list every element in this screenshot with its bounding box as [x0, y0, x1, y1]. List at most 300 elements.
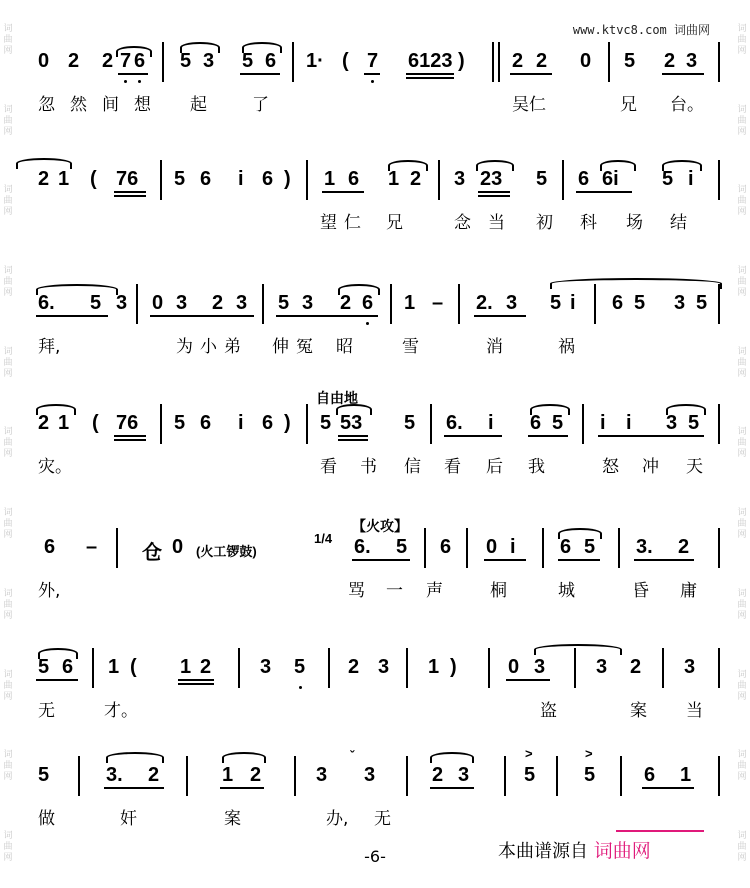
lyric: 兄 — [386, 213, 403, 233]
barline — [78, 756, 80, 796]
barline — [186, 756, 188, 796]
lyric-line — [30, 450, 720, 480]
note: 3 — [316, 764, 328, 786]
slur — [338, 284, 380, 295]
time-signature: 1/4 — [314, 531, 333, 546]
underline — [114, 435, 146, 437]
barline — [294, 756, 296, 796]
notation-line — [30, 526, 720, 574]
lyric: 书 — [360, 457, 377, 477]
barline — [718, 756, 720, 796]
note: 2 — [536, 50, 548, 72]
slur — [666, 404, 706, 415]
lyric: 伸 — [272, 337, 289, 357]
barline — [620, 756, 622, 796]
barline — [488, 648, 490, 688]
note: 5 — [90, 292, 102, 314]
page-number: -6- — [364, 847, 386, 866]
barline — [306, 404, 308, 444]
lyric-line — [30, 206, 720, 236]
paren: ) — [458, 50, 465, 72]
watermark-text: 词 曲 网 — [3, 427, 13, 460]
lyric: 念 — [454, 213, 471, 233]
underline — [634, 559, 694, 561]
underline — [240, 73, 280, 75]
underline — [478, 191, 510, 193]
note: 1 — [58, 412, 70, 434]
watermark-text: 词 曲 网 — [3, 23, 13, 56]
underline — [114, 191, 146, 193]
underline — [338, 435, 368, 437]
note: 6. — [38, 292, 55, 314]
barline — [542, 528, 544, 568]
note: 2 — [200, 656, 212, 678]
slur — [534, 644, 622, 655]
barline — [306, 160, 308, 200]
note: 2. — [476, 292, 493, 314]
note: 2 — [148, 764, 160, 786]
note: 2 — [212, 292, 224, 314]
note: 5 — [584, 764, 596, 786]
lyric: 声 — [426, 581, 443, 601]
underline — [474, 315, 526, 317]
note: 6 — [612, 292, 624, 314]
lyric: 一 — [386, 581, 403, 601]
underline — [528, 435, 568, 437]
barline — [328, 648, 330, 688]
octave-dot — [124, 80, 127, 83]
watermark-text: 词 曲 网 — [3, 669, 13, 702]
note: 5 — [320, 412, 332, 434]
barline — [390, 284, 392, 324]
note: 2 — [38, 168, 50, 190]
percussion: 仓 — [142, 542, 162, 564]
note: 3 — [666, 412, 678, 434]
note: 6 — [200, 412, 212, 434]
note: 6 — [262, 168, 274, 190]
underline — [430, 787, 474, 789]
underline — [338, 439, 368, 441]
lyric: 办, — [326, 809, 349, 829]
lyric: 望 — [320, 213, 337, 233]
note: 6i — [602, 168, 619, 190]
barline — [162, 42, 164, 82]
watermark-text: 词 曲 网 — [737, 104, 747, 137]
note: 6 — [578, 168, 590, 190]
note: 3. — [106, 764, 123, 786]
barline — [718, 648, 720, 688]
barline — [424, 528, 426, 568]
octave-dot — [366, 322, 369, 325]
lyric: 案 — [630, 701, 647, 721]
slur — [388, 160, 428, 171]
barline — [718, 284, 720, 324]
source-url: www.ktvc8.com 词曲网 — [572, 23, 710, 37]
lyric: 想 — [134, 95, 151, 115]
underline — [558, 559, 600, 561]
note: 3 — [203, 50, 215, 72]
octave-dot — [138, 80, 141, 83]
note: 5 — [38, 656, 50, 678]
note: 1 — [680, 764, 692, 786]
watermark-text: 词 曲 网 — [737, 185, 747, 218]
watermark-text: 词 曲 网 — [737, 508, 747, 541]
note: 3 — [302, 292, 314, 314]
lyric: 奸 — [120, 809, 137, 829]
note: 3 — [686, 50, 698, 72]
notation-line — [30, 746, 720, 802]
note: 6 — [530, 412, 542, 434]
note: 2 — [512, 50, 524, 72]
note: 1 — [58, 168, 70, 190]
barline — [608, 42, 610, 82]
barline — [504, 756, 506, 796]
note: 1 — [404, 292, 416, 314]
lyric: 场 — [626, 213, 643, 233]
barline — [406, 756, 408, 796]
slur — [106, 752, 164, 763]
lyric: 当 — [488, 213, 505, 233]
barline — [136, 284, 138, 324]
accent-mark: > — [585, 746, 593, 761]
lyric: 做 — [38, 809, 55, 829]
slur — [38, 648, 78, 659]
slur — [430, 752, 474, 763]
lyric: 吴仁 — [512, 95, 546, 115]
notation-line — [30, 646, 720, 694]
note: 6123 — [408, 50, 453, 72]
underline — [36, 679, 78, 681]
watermark-text: 词 曲 网 — [737, 669, 747, 702]
score-system — [30, 282, 720, 360]
note: 1 — [324, 168, 336, 190]
note: 5 — [174, 412, 186, 434]
note: i — [600, 412, 606, 434]
watermark-text: 词 曲 网 — [737, 427, 747, 460]
underline — [150, 315, 254, 317]
lyric: 起 — [190, 95, 207, 115]
barline — [116, 528, 118, 568]
note: 5 — [688, 412, 700, 434]
lyric-line — [30, 330, 720, 360]
watermark-text: 词 曲 网 — [3, 346, 13, 379]
underline — [478, 195, 510, 197]
paren: ) — [450, 656, 457, 678]
slur — [558, 528, 602, 539]
lyric: 台。 — [670, 95, 704, 115]
note: 5 — [294, 656, 306, 678]
lyric: 灾。 — [38, 457, 72, 477]
watermark-text: 词 曲 网 — [737, 588, 747, 621]
paren: ) — [284, 168, 291, 190]
underline — [352, 559, 410, 561]
slur — [530, 404, 570, 415]
note: 3 — [454, 168, 466, 190]
dash: – — [86, 536, 98, 558]
note: i — [238, 412, 244, 434]
lyric: 冤 — [296, 337, 313, 357]
barline — [556, 756, 558, 796]
note: 5 — [552, 412, 564, 434]
note: 5 — [662, 168, 674, 190]
note: i — [626, 412, 632, 434]
lyric: 天 — [686, 457, 703, 477]
note: i — [238, 168, 244, 190]
note: 2 — [38, 412, 50, 434]
note: 6. — [354, 536, 371, 558]
lyric: 科 — [580, 213, 597, 233]
underline — [114, 195, 146, 197]
score-system — [30, 646, 720, 724]
watermark-text: 词 曲 网 — [3, 104, 13, 137]
underline — [104, 787, 164, 789]
tempo-marking: 自由地 — [316, 391, 358, 407]
note: i — [488, 412, 494, 434]
notation-line — [30, 158, 720, 206]
note: 2 — [340, 292, 352, 314]
score-system — [30, 746, 720, 832]
dash: – — [432, 292, 444, 314]
lyric: 怒 — [602, 457, 619, 477]
section-marking: 【火攻】 — [352, 519, 408, 535]
note: 3 — [506, 292, 518, 314]
watermark-text: 词 曲 网 — [737, 831, 747, 864]
note: 5 — [524, 764, 536, 786]
underline — [406, 73, 454, 75]
underline — [598, 435, 704, 437]
barline — [718, 160, 720, 200]
lyric: 拜, — [38, 337, 61, 357]
lyric: 初 — [536, 213, 553, 233]
underline — [406, 77, 454, 79]
barline — [562, 160, 564, 200]
note: 1· — [306, 50, 324, 72]
lyric: 盗 — [540, 701, 557, 721]
lyric: 我 — [528, 457, 545, 477]
underline — [36, 315, 108, 317]
watermark-text: 词 曲 网 — [3, 508, 13, 541]
lyric: 小 — [200, 337, 217, 357]
lyric: 昭 — [336, 337, 353, 357]
note: 3 — [176, 292, 188, 314]
note: 5 — [278, 292, 290, 314]
lyric: 信 — [404, 457, 421, 477]
note: i — [510, 536, 516, 558]
lyric: 才。 — [104, 701, 138, 721]
lyric: 外, — [38, 581, 61, 601]
lyric: 结 — [670, 213, 687, 233]
credit-brand: 词曲网 — [593, 840, 651, 862]
slur — [600, 160, 636, 171]
barline — [406, 648, 408, 688]
note: 0 — [508, 656, 520, 678]
lyric: 城 — [558, 581, 575, 601]
barline — [458, 284, 460, 324]
note: 6 — [644, 764, 656, 786]
note: 6 — [44, 536, 56, 558]
underline — [178, 679, 214, 681]
lyric: 案 — [224, 809, 241, 829]
watermark-text: 词 曲 网 — [737, 266, 747, 299]
note: 3 — [364, 764, 376, 786]
barline — [292, 42, 294, 82]
note: 0 — [486, 536, 498, 558]
note: 3 — [260, 656, 272, 678]
lyric: 间 — [102, 95, 119, 115]
note: 6 — [262, 412, 274, 434]
note: 5 — [404, 412, 416, 434]
lyric: 忽 — [38, 95, 55, 115]
underline — [364, 73, 380, 75]
watermark-text: 词 曲 网 — [3, 588, 13, 621]
note: 3 — [596, 656, 608, 678]
barline — [662, 648, 664, 688]
barline — [574, 648, 576, 688]
note: 5 — [396, 536, 408, 558]
slur — [36, 404, 76, 415]
lyric: 桐 — [490, 581, 507, 601]
barline — [160, 160, 162, 200]
underline — [576, 191, 632, 193]
lyric: 冲 — [642, 457, 659, 477]
note: 76 — [116, 168, 139, 190]
note: 5 — [242, 50, 254, 72]
notation-line — [30, 40, 720, 88]
note: 0 — [38, 50, 50, 72]
watermark-text: 词 曲 网 — [3, 831, 13, 864]
octave-dot — [371, 80, 374, 83]
lyric: 了 — [252, 95, 269, 115]
lyric: 无 — [38, 701, 55, 721]
note: 5 — [38, 764, 50, 786]
lyric: 兄 — [620, 95, 637, 115]
note: 5 — [624, 50, 636, 72]
note: 23 — [480, 168, 503, 190]
lyric: 祸 — [558, 337, 575, 357]
note: 53 — [340, 412, 363, 434]
note: 0 — [152, 292, 164, 314]
note: 6 — [200, 168, 212, 190]
note: 2 — [102, 50, 114, 72]
paren: ( — [92, 412, 99, 434]
lyric: 弟 — [224, 337, 241, 357]
underline — [114, 439, 146, 441]
underline — [510, 73, 552, 75]
note: 5 — [536, 168, 548, 190]
percussion-text: (火工锣鼓) — [196, 544, 257, 559]
lyric: 后 — [486, 457, 503, 477]
underline — [484, 559, 526, 561]
slur — [476, 160, 514, 171]
note: 5 — [584, 536, 596, 558]
note: 3 — [116, 292, 128, 314]
note: 2 — [664, 50, 676, 72]
score-system — [30, 519, 720, 604]
barline — [582, 404, 584, 444]
note: 6 — [62, 656, 74, 678]
barline — [92, 648, 94, 688]
score-system — [30, 391, 720, 480]
note: 6 — [134, 50, 146, 72]
note: 2 — [68, 50, 80, 72]
note: 6 — [362, 292, 374, 314]
note: 5 — [180, 50, 192, 72]
breath-mark: ˇ — [350, 748, 355, 763]
barline — [718, 528, 720, 568]
note: 76 — [116, 412, 139, 434]
slur — [222, 752, 266, 763]
lyric: 然 — [70, 95, 87, 115]
paren: ( — [130, 656, 137, 678]
lyric: 雪 — [402, 337, 419, 357]
note: 1 — [180, 656, 192, 678]
note: 0 — [172, 536, 184, 558]
barline — [618, 528, 620, 568]
slur — [550, 278, 722, 289]
lyric-line — [30, 694, 720, 724]
red-underline — [616, 830, 704, 832]
note: 5 — [550, 292, 562, 314]
watermark-right — [735, 0, 749, 888]
note: 2 — [630, 656, 642, 678]
note: 3 — [378, 656, 390, 678]
slur — [116, 46, 152, 57]
lyric: 仁 — [344, 213, 361, 233]
paren: ( — [90, 168, 97, 190]
paren: ( — [342, 50, 349, 72]
barline — [718, 42, 720, 82]
barline — [718, 404, 720, 444]
lyric: 为 — [176, 337, 193, 357]
paren: ) — [284, 412, 291, 434]
score-system — [30, 40, 720, 118]
note: 5 — [174, 168, 186, 190]
note: 2 — [678, 536, 690, 558]
underline — [662, 73, 704, 75]
watermark-text: 词 曲 网 — [3, 266, 13, 299]
lyric: 骂 — [348, 581, 365, 601]
note: 2 — [432, 764, 444, 786]
barline — [492, 42, 494, 82]
barline — [430, 404, 432, 444]
underline — [178, 683, 214, 685]
underline — [322, 191, 364, 193]
watermark-text: 词 曲 网 — [737, 750, 747, 783]
watermark-text: 词 曲 网 — [3, 750, 13, 783]
note: 6 — [560, 536, 572, 558]
lyric: 当 — [686, 701, 703, 721]
lyric: 庸 — [680, 581, 697, 601]
lyric: 看 — [320, 457, 337, 477]
barline — [238, 648, 240, 688]
note: 1 — [222, 764, 234, 786]
barline — [594, 284, 596, 324]
note: 6 — [265, 50, 277, 72]
lyric: 消 — [486, 337, 503, 357]
lyric-line — [30, 574, 720, 604]
slur — [242, 42, 282, 53]
barline — [466, 528, 468, 568]
underline — [642, 787, 694, 789]
note: 1 — [428, 656, 440, 678]
watermark-left — [1, 0, 15, 888]
note: 7 — [367, 50, 379, 72]
note: 5 — [634, 292, 646, 314]
lyric: 无 — [374, 809, 391, 829]
note: i — [570, 292, 576, 314]
note: 6. — [446, 412, 463, 434]
underline — [220, 787, 264, 789]
